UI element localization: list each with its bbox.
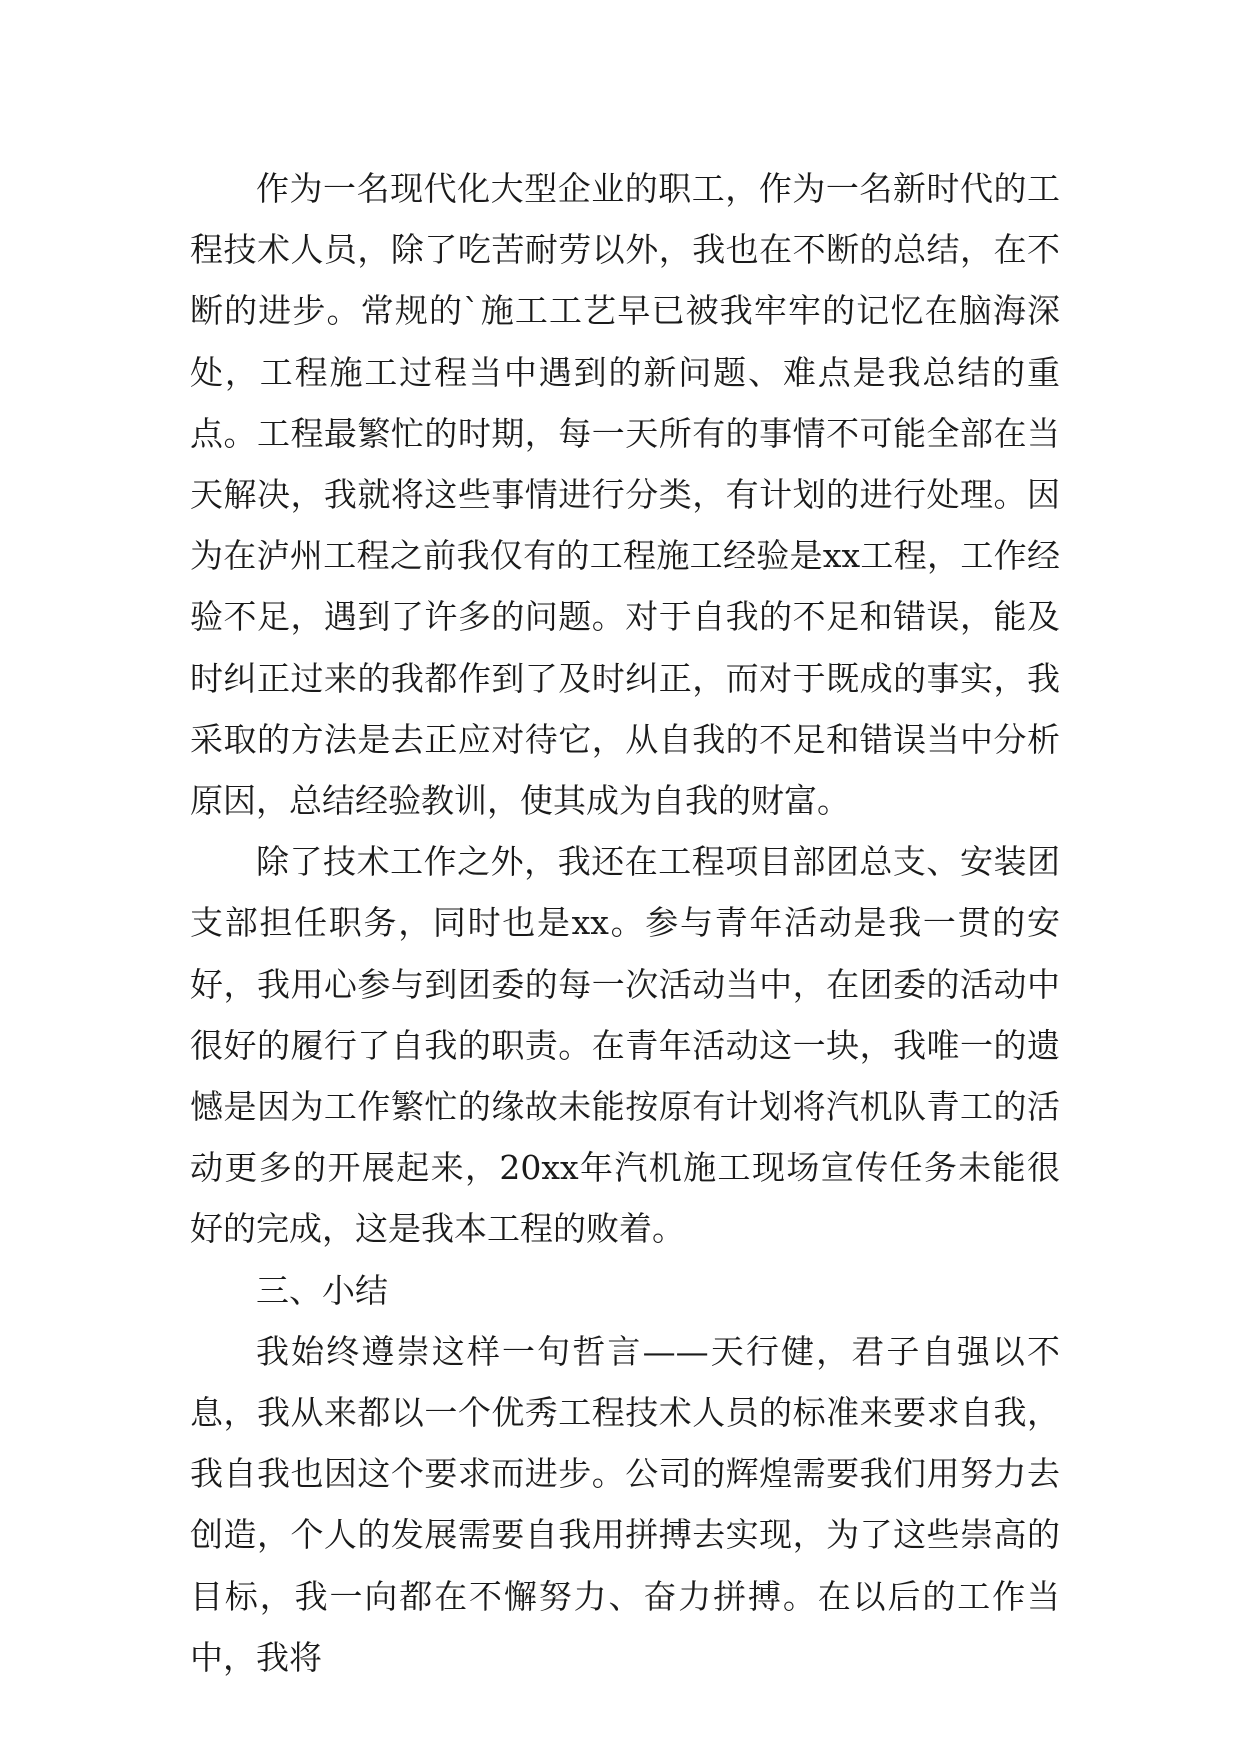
paragraph-youth-activities: 除了技术工作之外，我还在工程项目部团总支、安装团支部担任职务，同时也是xx。参与青年活动是我一贯的安好，我用心参与到团委的每一次活动当中，在团委的活动中很好的履行了自我的职责。在青年活动这一块，我唯一的遗憾是因为工作繁忙的缘故未能按原有计划将汽机队青工的活动更多的开展起来，20xx年汽机施工现场宣传任务未能很好的完成，这是我本工程的败着。 <box>190 842 1060 1249</box>
document-body <box>190 158 1060 1688</box>
section-heading: 三、小结 <box>256 1270 388 1310</box>
paragraph-conclusion: 我始终遵崇这样一句哲言——天行健，君子自强以不息，我从来都以一个优秀工程技术人员的标准来要求自我，我自我也因这个要求而进步。公司的辉煌需要我们用努力去创造，个人的发展需要自我用拼搏去实现，为了这些崇高的目标，我一向都在不懈努力、奋力拼搏。在以后的工作当中，我将 <box>190 1331 1060 1677</box>
paragraph-work-summary: 作为一名现代化大型企业的职工，作为一名新时代的工程技术人员，除了吃苦耐劳以外，我也在不断的总结，在不断的进步。常规的`施工工艺早已被我牢牢的记忆在脑海深处，工程施工过程当中遇到的新问题、难点是我总结的重点。工程最繁忙的时期，每一天所有的事情不可能全部在当天解决，我就将这些事情进行分类，有计划的进行处理。因为在泸州工程之前我仅有的工程施工经验是xx工程，工作经验不足，遇到了许多的问题。对于自我的不足和错误，能及时纠正过来的我都作到了及时纠正，而对于既成的事实，我采取的方法是去正应对待它，从自我的不足和错误当中分析原因，总结经验教训，使其成为自我的财富。 <box>190 169 1060 821</box>
